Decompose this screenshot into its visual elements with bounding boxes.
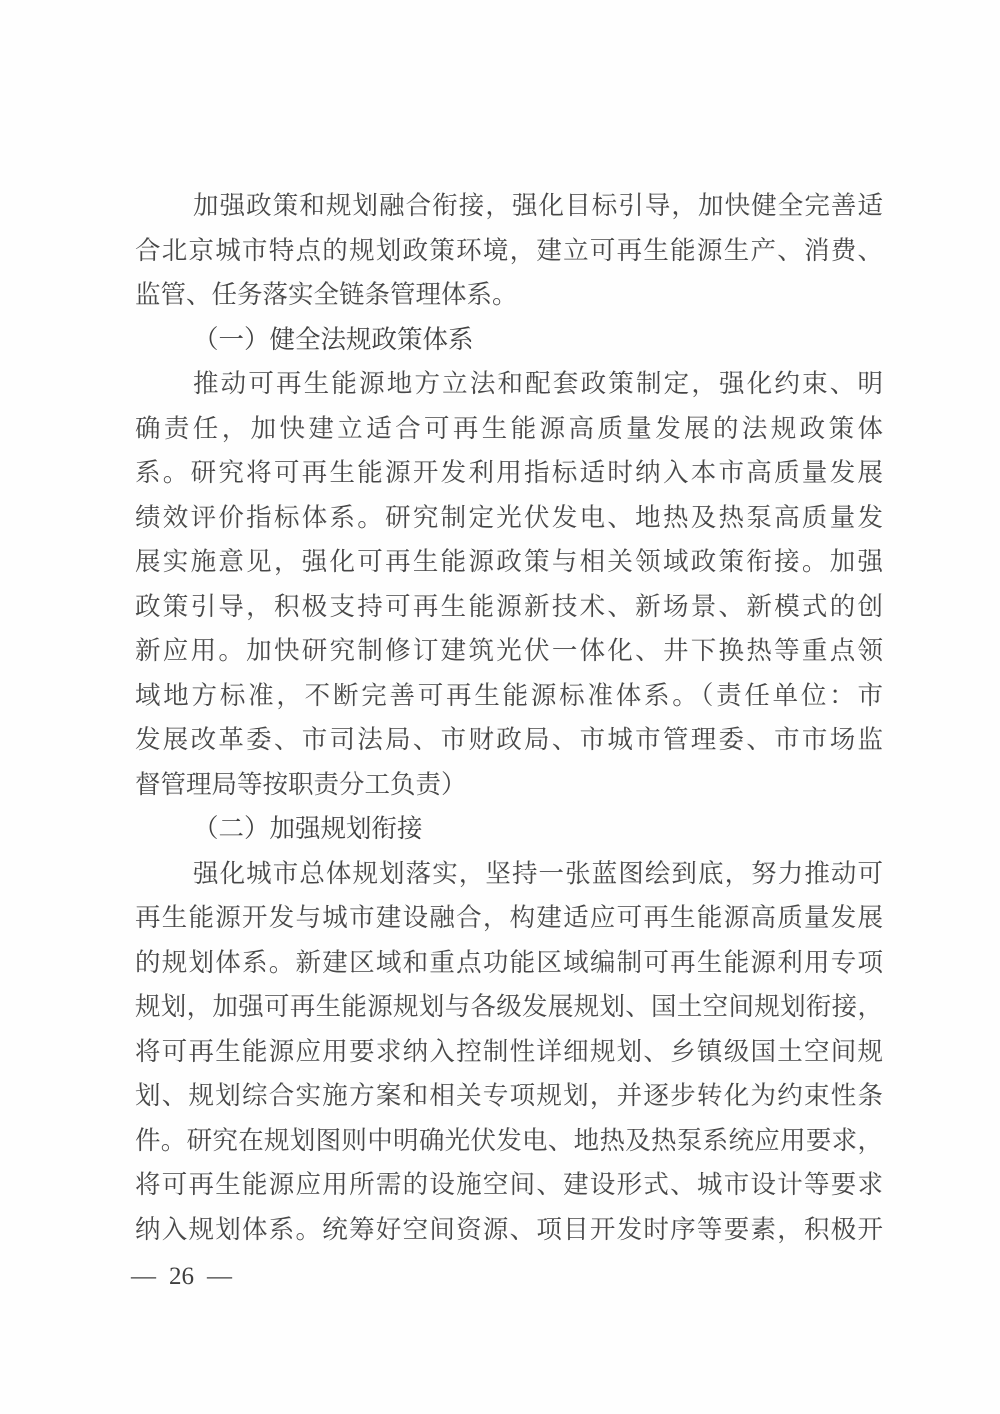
text-line: 推动可再生能源地方立法和配套政策制定，强化约束、明 (193, 369, 883, 398)
section-heading (135, 807, 883, 852)
text-line: 将可再生能源应用要求纳入控制性详细规划、乡镇级国土空间规 (135, 1036, 883, 1066)
text-line: 将可再生能源应用所需的设施空间、建设形式、城市设计等要求 (135, 1170, 883, 1199)
text-line: 再生能源开发与城市建设融合，构建适应可再生能源高质量发展 (135, 903, 883, 932)
text-line: 督管理局等按职责分工负责） (135, 769, 467, 799)
page-number: 26 (169, 1263, 194, 1290)
text-line: 政策引导，积极支持可再生能源新技术、新场景、新模式的创 (135, 591, 883, 621)
page-footer (131, 1263, 232, 1291)
heading-line: （一）健全法规政策体系 (193, 324, 474, 354)
text-line: 强化城市总体规划落实，坚持一张蓝图绘到底，努力推动可 (193, 858, 883, 888)
text-line: 纳入规划体系。统筹好空间资源、项目开发时序等要素，积极开 (135, 1214, 883, 1244)
body-paragraph (135, 362, 883, 807)
text-line: 绩效评价指标体系。研究制定光伏发电、地热及热泵高质量发 (135, 502, 883, 532)
text-line: 确责任，加快建立适合可再生能源高质量发展的法规政策体 (135, 413, 883, 443)
text-line: 发展改革委、市司法局、市财政局、市城市管理委、市市场监 (135, 725, 883, 754)
text-line: 监管、任务落实全链条管理体系。 (135, 280, 518, 309)
text-line: 展实施意见，强化可再生能源政策与相关领域政策衔接。加强 (135, 547, 883, 576)
text-line: 系。研究将可再生能源开发利用指标适时纳入本市高质量发展 (135, 458, 883, 487)
section-heading (135, 318, 883, 363)
text-line: 划、规划综合实施方案和相关专项规划，并逐步转化为约束性条 (135, 1081, 883, 1110)
text-line: 的规划体系。新建区域和重点功能区域编制可再生能源利用专项 (135, 947, 883, 977)
text-line: 合北京城市特点的规划政策环境，建立可再生能源生产、消费、 (135, 235, 883, 265)
text-line: 件。研究在规划图则中明确光伏发电、地热及热泵系统应用要求， (135, 1125, 883, 1155)
footer-dash-left: — (131, 1263, 156, 1290)
text-line: 加强政策和规划融合衔接，强化目标引导，加快健全完善适 (193, 191, 883, 220)
document-body (135, 184, 883, 1252)
text-line: 规划，加强可再生能源规划与各级发展规划、国土空间规划衔接， (135, 992, 883, 1021)
body-paragraph (135, 852, 883, 1253)
text-line: 新应用。加快研究制修订建筑光伏一体化、井下换热等重点领 (135, 636, 883, 665)
body-paragraph (135, 184, 883, 318)
heading-line: （二）加强规划衔接 (193, 814, 423, 843)
text-line: 域地方标准，不断完善可再生能源标准体系。（责任单位：市 (135, 680, 883, 710)
footer-dash-right: — (207, 1263, 232, 1290)
